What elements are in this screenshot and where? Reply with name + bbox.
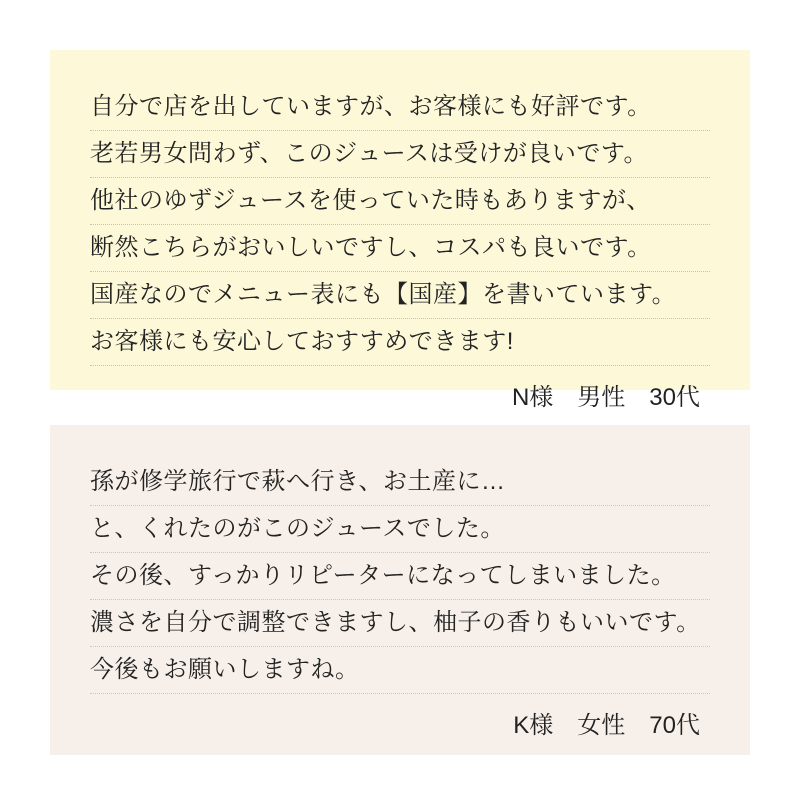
signature-gender: 男性 — [577, 384, 626, 411]
signature-name: K様 — [513, 712, 554, 739]
testimonial-line: 今後もお願いしますね。 — [90, 647, 710, 694]
testimonial-line: 国産なのでメニュー表にも【国産】を書いています。 — [90, 272, 710, 319]
testimonial-line: 老若男女問わず、このジュースは受けが良いです。 — [90, 131, 710, 178]
testimonial-line: お客様にも安心しておすすめできます! — [90, 319, 710, 366]
testimonial-line: 他社のゆずジュースを使っていた時もありますが、 — [90, 178, 710, 225]
testimonial-line: 孫が修学旅行で萩へ行き、お土産に… — [90, 459, 710, 506]
testimonial-line: 断然こちらがおいしいですし、コスパも良いです。 — [90, 225, 710, 272]
signature-gender: 女性 — [577, 712, 626, 739]
testimonial-line: 濃さを自分で調整できますし、柚子の香りもいいです。 — [90, 600, 710, 647]
signature-name: N様 — [511, 384, 554, 411]
signature-age: 30代 — [649, 384, 700, 411]
signature-age: 70代 — [649, 712, 700, 739]
testimonial-line: その後、すっかりリピーターになってしまいました。 — [90, 553, 710, 600]
testimonial-card-2 — [50, 425, 750, 755]
testimonial-signature — [90, 694, 710, 748]
testimonial-line: と、くれたのがこのジュースでした。 — [90, 506, 710, 553]
testimonial-card-1 — [50, 50, 750, 411]
testimonial-signature — [90, 366, 710, 420]
testimonial-line: 自分で店を出していますが、お客様にも好評です。 — [90, 84, 710, 131]
